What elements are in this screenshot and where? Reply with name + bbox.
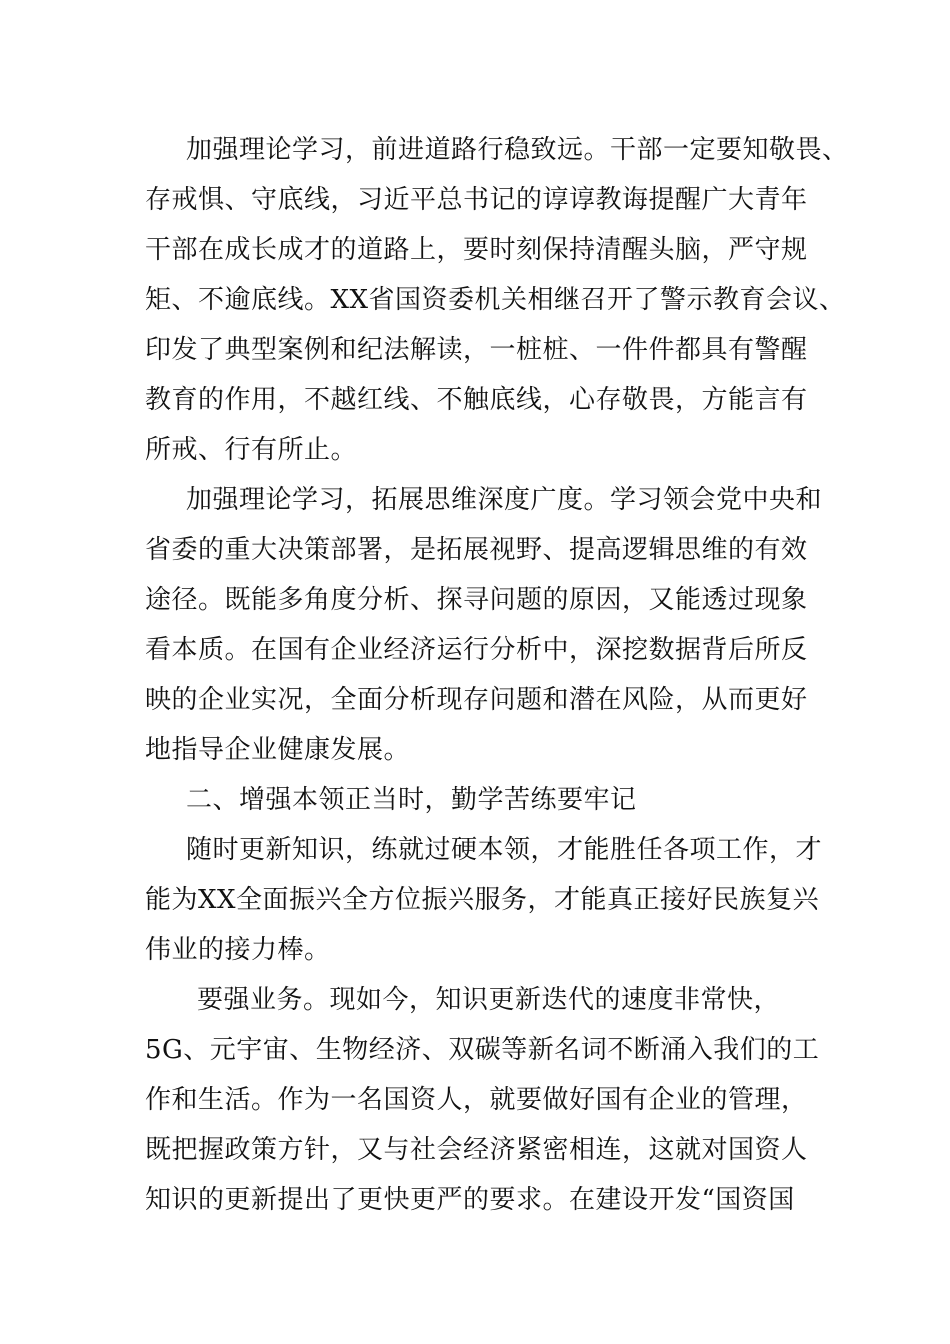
paragraph-line: 加强理论学习，拓展思维深度广度。学习领会党中央和 bbox=[186, 485, 823, 515]
paragraph-line: 干部在成长成才的道路上，要时刻保持清醒头脑，严守规 bbox=[145, 235, 808, 265]
paragraph-line: 映的企业实况，全面分析现存问题和潜在风险，从而更好 bbox=[145, 685, 808, 715]
paragraph-line: 途径。既能多角度分析、探寻问题的原因，又能透过现象 bbox=[145, 585, 808, 615]
paragraph-line: 省委的重大决策部署，是拓展视野、提高逻辑思维的有效 bbox=[145, 535, 808, 565]
paragraph-line: 既把握政策方针，又与社会经济紧密相连，这就对国资人 bbox=[145, 1135, 808, 1165]
paragraph-line: 地指导企业健康发展。 bbox=[145, 735, 411, 765]
paragraph-line: 伟业的接力棒。 bbox=[145, 935, 331, 965]
paragraph-line: 教育的作用，不越红线、不触底线，心存敬畏，方能言有 bbox=[145, 385, 808, 415]
paragraph-line: 作和生活。作为一名国资人，就要做好国有企业的管理， bbox=[145, 1085, 808, 1115]
paragraph-line: 随时更新知识，练就过硬本领，才能胜任各项工作，才 bbox=[186, 835, 823, 865]
paragraph-line: 要强业务。现如今，知识更新迭代的速度非常快， bbox=[197, 985, 781, 1015]
paragraph-line: 加强理论学习，前进道路行稳致远。干部一定要知敬畏、 bbox=[186, 135, 849, 165]
paragraph-line: 知识的更新提出了更快更严的要求。在建设开发“国资国 bbox=[145, 1185, 795, 1215]
paragraph-line: 矩、不逾底线。XX省国资委机关相继召开了警示教育会议、 bbox=[145, 285, 846, 315]
paragraph-line: 存戒惧、守底线，习近平总书记的谆谆教诲提醒广大青年 bbox=[145, 185, 808, 215]
paragraph-line: 5G、元宇宙、生物经济、双碳等新名词不断涌入我们的工 bbox=[145, 1035, 820, 1065]
section-heading: 二、增强本领正当时，勤学苦练要牢记 bbox=[186, 785, 637, 815]
paragraph-line: 所戒、行有所止。 bbox=[145, 435, 358, 465]
paragraph-line: 能为XX全面振兴全方位振兴服务，才能真正接好民族复兴 bbox=[145, 885, 820, 915]
paragraph-line: 看本质。在国有企业经济运行分析中，深挖数据背后所反 bbox=[145, 635, 808, 665]
paragraph-line: 印发了典型案例和纪法解读，一桩桩、一件件都具有警醒 bbox=[145, 335, 808, 365]
